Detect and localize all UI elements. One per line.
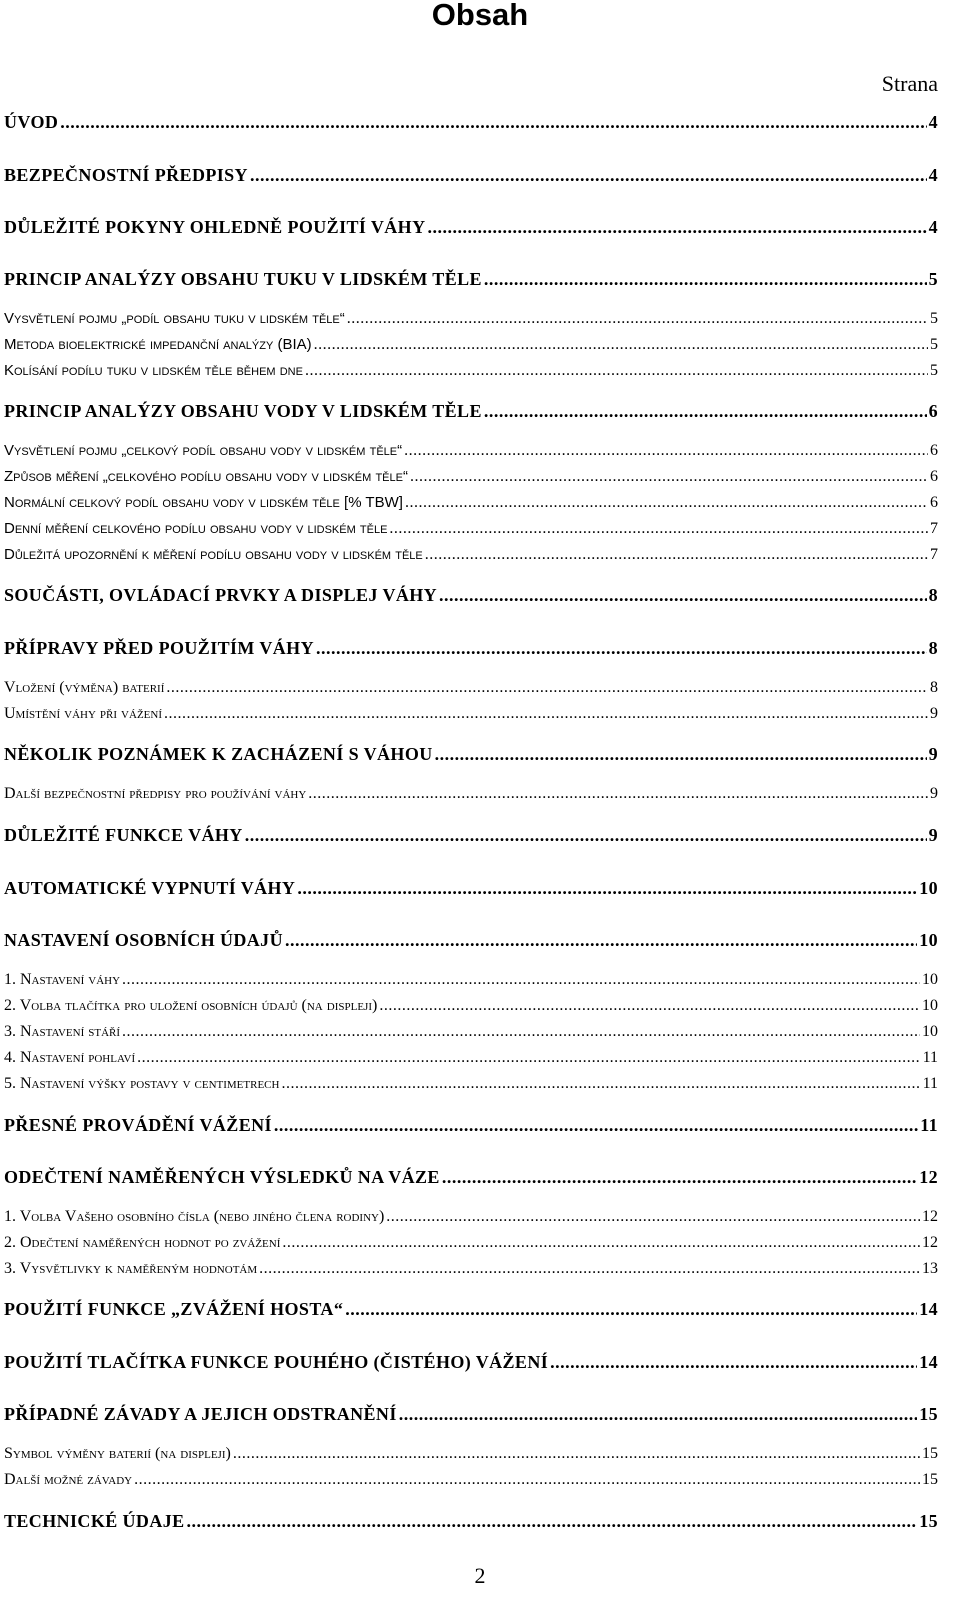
toc-entry[interactable] (4, 585, 938, 606)
toc-entry-label: ODEČTENÍ NAMĚŘENÝCH VÝSLEDKŮ NA VÁZE (4, 1167, 440, 1187)
dot-leader (389, 520, 928, 538)
toc-entry-page: 15 (922, 1445, 938, 1462)
dot-leader (484, 269, 927, 290)
toc-entry-label: 2. Volba tlačítka pro uložení osobních údajů (na displeji) (4, 997, 378, 1014)
toc-entry-label: 1. Volba Vašeho osobního čísla (nebo jiného člena rodiny) (4, 1208, 385, 1225)
toc-entry[interactable] (4, 878, 938, 899)
toc-entry[interactable] (4, 1404, 938, 1425)
toc-entry[interactable] (4, 638, 938, 659)
toc-entry-label: PŘÍPRAVY PŘED POUŽITÍM VÁHY (4, 638, 314, 658)
toc-entry[interactable] (4, 1260, 938, 1278)
toc-entry-page: 10 (919, 878, 938, 898)
dot-leader (308, 785, 928, 803)
toc-entry-page: 14 (919, 1352, 938, 1372)
dot-leader (439, 585, 927, 606)
toc-entry-label: Vysvětlení pojmu „podíl obsahu tuku v lidském těle“ (4, 310, 345, 327)
toc-entry[interactable] (4, 362, 938, 380)
toc-entry[interactable] (4, 1352, 938, 1373)
toc-entry[interactable] (4, 1471, 938, 1489)
toc-entry[interactable] (4, 1299, 938, 1320)
page-title: Obsah (431, 0, 529, 32)
toc-entry-label: PŘESNÉ PROVÁDĚNÍ VÁŽENÍ (4, 1115, 272, 1135)
toc-entry[interactable] (4, 310, 938, 328)
toc-entry[interactable] (4, 546, 938, 564)
toc-entry-page: 15 (919, 1511, 938, 1531)
toc-entry-page: 9 (928, 744, 938, 764)
toc-entry[interactable] (4, 930, 938, 951)
dot-leader (347, 310, 928, 328)
toc-entry-label: DŮLEŽITÉ POKYNY OHLEDNĚ POUŽITÍ VÁHY (4, 217, 426, 237)
dot-leader (187, 1511, 918, 1532)
toc-entry-label: Další možné závady (4, 1471, 133, 1488)
toc-entry-page: 6 (930, 442, 938, 459)
toc-entry-page: 5 (928, 269, 938, 289)
toc-entry[interactable] (4, 1023, 938, 1041)
toc-entry-page: 15 (919, 1404, 938, 1424)
dot-leader (245, 825, 927, 846)
dot-leader (297, 878, 917, 899)
toc-entry-label: BEZPEČNOSTNÍ PŘEDPISY (4, 165, 248, 185)
toc-entry-page: 5 (930, 336, 938, 353)
toc-entry[interactable] (4, 744, 938, 765)
dot-leader (435, 744, 927, 765)
toc-entry-label: Vložení (výměna) baterií (4, 679, 165, 696)
toc-entry-label: TECHNICKÉ ÚDAJE (4, 1511, 185, 1531)
toc-entry-page: 6 (930, 494, 938, 511)
dot-leader (314, 336, 928, 354)
toc-entry-label: PRINCIP ANALÝZY OBSAHU VODY V LIDSKÉM TĚLE (4, 401, 482, 421)
toc-entry[interactable] (4, 997, 938, 1015)
toc-entry-page: 4 (928, 165, 938, 185)
toc-entry-label: Normální celkový podíl obsahu vody v lidském těle [% TBW] (4, 494, 403, 511)
toc-entry-page: 11 (920, 1115, 938, 1135)
toc-entry-label: Symbol výměny baterií (na displeji) (4, 1445, 231, 1462)
toc-entry-label: PŘÍPADNÉ ZÁVADY A JEJICH ODSTRANĚNÍ (4, 1404, 397, 1424)
toc-entry-label: Umístění váhy při vážení (4, 705, 162, 722)
toc-entry-label: Vysvětlení pojmu „celkový podíl obsahu vody v lidském těle“ (4, 442, 403, 459)
dot-leader (404, 442, 928, 460)
toc-entry-label: Další bezpečnostní předpisy pro používání váhy (4, 785, 307, 802)
dot-leader (484, 401, 927, 422)
toc-entry[interactable] (4, 442, 938, 460)
dot-leader (427, 217, 926, 238)
toc-entry-page: 12 (922, 1208, 938, 1225)
toc-entry-page: 9 (930, 785, 938, 802)
toc-entry[interactable] (4, 1445, 938, 1463)
toc-entry[interactable] (4, 705, 938, 723)
toc-entry[interactable] (4, 1049, 938, 1067)
toc-entry-label: SOUČÁSTI, OVLÁDACÍ PRVKY A DISPLEJ VÁHY (4, 585, 438, 605)
toc-entry-page: 10 (919, 930, 938, 950)
dot-leader (316, 638, 927, 659)
toc-entry-page: 8 (928, 638, 938, 658)
dot-leader (345, 1299, 917, 1320)
dot-leader (410, 468, 928, 486)
dot-leader (399, 1404, 917, 1425)
toc-entry-page: 7 (930, 520, 938, 537)
toc-entry-label: 3. Nastavení stáří (4, 1023, 121, 1040)
toc-entry-label: 5. Nastavení výšky postavy v centimetrech (4, 1075, 280, 1092)
toc-entry-page: 10 (922, 1023, 938, 1040)
page-number: 2 (474, 1563, 486, 1588)
toc-entry-page: 6 (928, 401, 938, 421)
page-column-header: Strana (881, 71, 938, 96)
toc-entry[interactable] (4, 494, 938, 512)
toc-entry[interactable] (4, 1234, 938, 1252)
dot-leader (122, 1023, 920, 1041)
dot-leader (164, 705, 928, 723)
dot-leader (379, 997, 920, 1015)
toc-entry-page: 7 (930, 546, 938, 563)
toc-entry-label: Důležitá upozornění k měření podílu obsahu vody v lidském těle (4, 546, 423, 563)
toc-entry-page: 10 (922, 997, 938, 1014)
toc-entry-page: 11 (922, 1075, 938, 1092)
dot-leader (60, 112, 926, 133)
toc-entry[interactable] (4, 520, 938, 538)
toc-entry-label: NASTAVENÍ OSOBNÍCH ÚDAJŮ (4, 930, 283, 950)
dot-leader (233, 1445, 920, 1463)
dot-leader (166, 679, 928, 697)
toc-entry-page: 15 (922, 1471, 938, 1488)
toc-entry[interactable] (4, 269, 938, 290)
toc-entry-page: 5 (930, 310, 938, 327)
toc-entry-page: 12 (922, 1234, 938, 1251)
dot-leader (386, 1208, 920, 1226)
dot-leader (281, 1075, 920, 1093)
toc-entry[interactable] (4, 1208, 938, 1226)
toc-entry[interactable] (4, 971, 938, 989)
dot-leader (259, 1260, 920, 1278)
dot-leader (282, 1234, 920, 1252)
toc-entry[interactable] (4, 112, 938, 133)
toc-entry-label: NĚKOLIK POZNÁMEK K ZACHÁZENÍ S VÁHOU (4, 744, 433, 764)
dot-leader (425, 546, 928, 564)
toc-entry-label: Denní měření celkového podílu obsahu vody v lidském těle (4, 520, 388, 537)
toc-entry-label: Způsob měření „celkového podílu obsahu vody v lidském těle“ (4, 468, 408, 485)
toc-entry-page: 6 (930, 468, 938, 485)
toc-entry-label: 2. Odečtení naměřených hodnot po zvážení (4, 1234, 281, 1251)
dot-leader (550, 1352, 917, 1373)
toc-entry-page: 13 (922, 1260, 938, 1277)
toc-entry-label: 1. Nastavení váhy (4, 971, 121, 988)
toc-entry-page: 14 (919, 1299, 938, 1319)
dot-leader (134, 1471, 920, 1489)
toc-entry-label: PRINCIP ANALÝZY OBSAHU TUKU V LIDSKÉM TĚLE (4, 269, 482, 289)
toc-entry-page: 10 (922, 971, 938, 988)
dot-leader (122, 971, 920, 989)
toc-entry[interactable] (4, 1115, 938, 1136)
toc-entry-label: AUTOMATICKÉ VYPNUTÍ VÁHY (4, 878, 296, 898)
toc-entry-page: 5 (930, 362, 938, 379)
toc-entry-label: 3. Vysvětlivky k naměřeným hodnotám (4, 1260, 258, 1277)
toc-entry[interactable] (4, 468, 938, 486)
dot-leader (405, 494, 928, 512)
toc-entry[interactable] (4, 165, 938, 186)
dot-leader (274, 1115, 918, 1136)
toc-entry-label: POUŽITÍ TLAČÍTKA FUNKCE POUHÉHO (ČISTÉHO) VÁŽENÍ (4, 1352, 549, 1372)
dot-leader (305, 362, 928, 380)
toc-entry-page: 9 (928, 825, 938, 845)
toc-entry[interactable] (4, 785, 938, 803)
toc-entry[interactable] (4, 825, 938, 846)
toc-entry[interactable] (4, 336, 938, 354)
toc-entry-page: 4 (928, 217, 938, 237)
toc-entry-page: 12 (919, 1167, 938, 1187)
toc-entry-page: 8 (930, 679, 938, 696)
toc-entry[interactable] (4, 679, 938, 697)
dot-leader (285, 930, 917, 951)
toc-entry[interactable] (4, 1075, 938, 1093)
dot-leader (250, 165, 927, 186)
toc-entry-label: POUŽITÍ FUNKCE „ZVÁŽENÍ HOSTA“ (4, 1299, 344, 1319)
toc-entry-page: 4 (928, 112, 938, 132)
toc-entry-page: 8 (928, 585, 938, 605)
toc-entry-label: DŮLEŽITÉ FUNKCE VÁHY (4, 825, 243, 845)
toc-entry-label: Metoda bioelektrické impedanční analýzy (BIA) (4, 336, 312, 353)
toc-entry-page: 9 (930, 705, 938, 722)
toc-entry-label: 4. Nastavení pohlaví (4, 1049, 136, 1066)
toc-entry[interactable] (4, 217, 938, 238)
toc-entry-label: ÚVOD (4, 112, 59, 132)
dot-leader (442, 1167, 917, 1188)
toc-entry-page: 11 (922, 1049, 938, 1066)
dot-leader (137, 1049, 920, 1067)
toc-entry-label: Kolísání podílu tuku v lidském těle během dne (4, 362, 303, 379)
toc-entry[interactable] (4, 1167, 938, 1188)
toc-entry[interactable] (4, 1511, 938, 1532)
toc-entry[interactable] (4, 401, 938, 422)
